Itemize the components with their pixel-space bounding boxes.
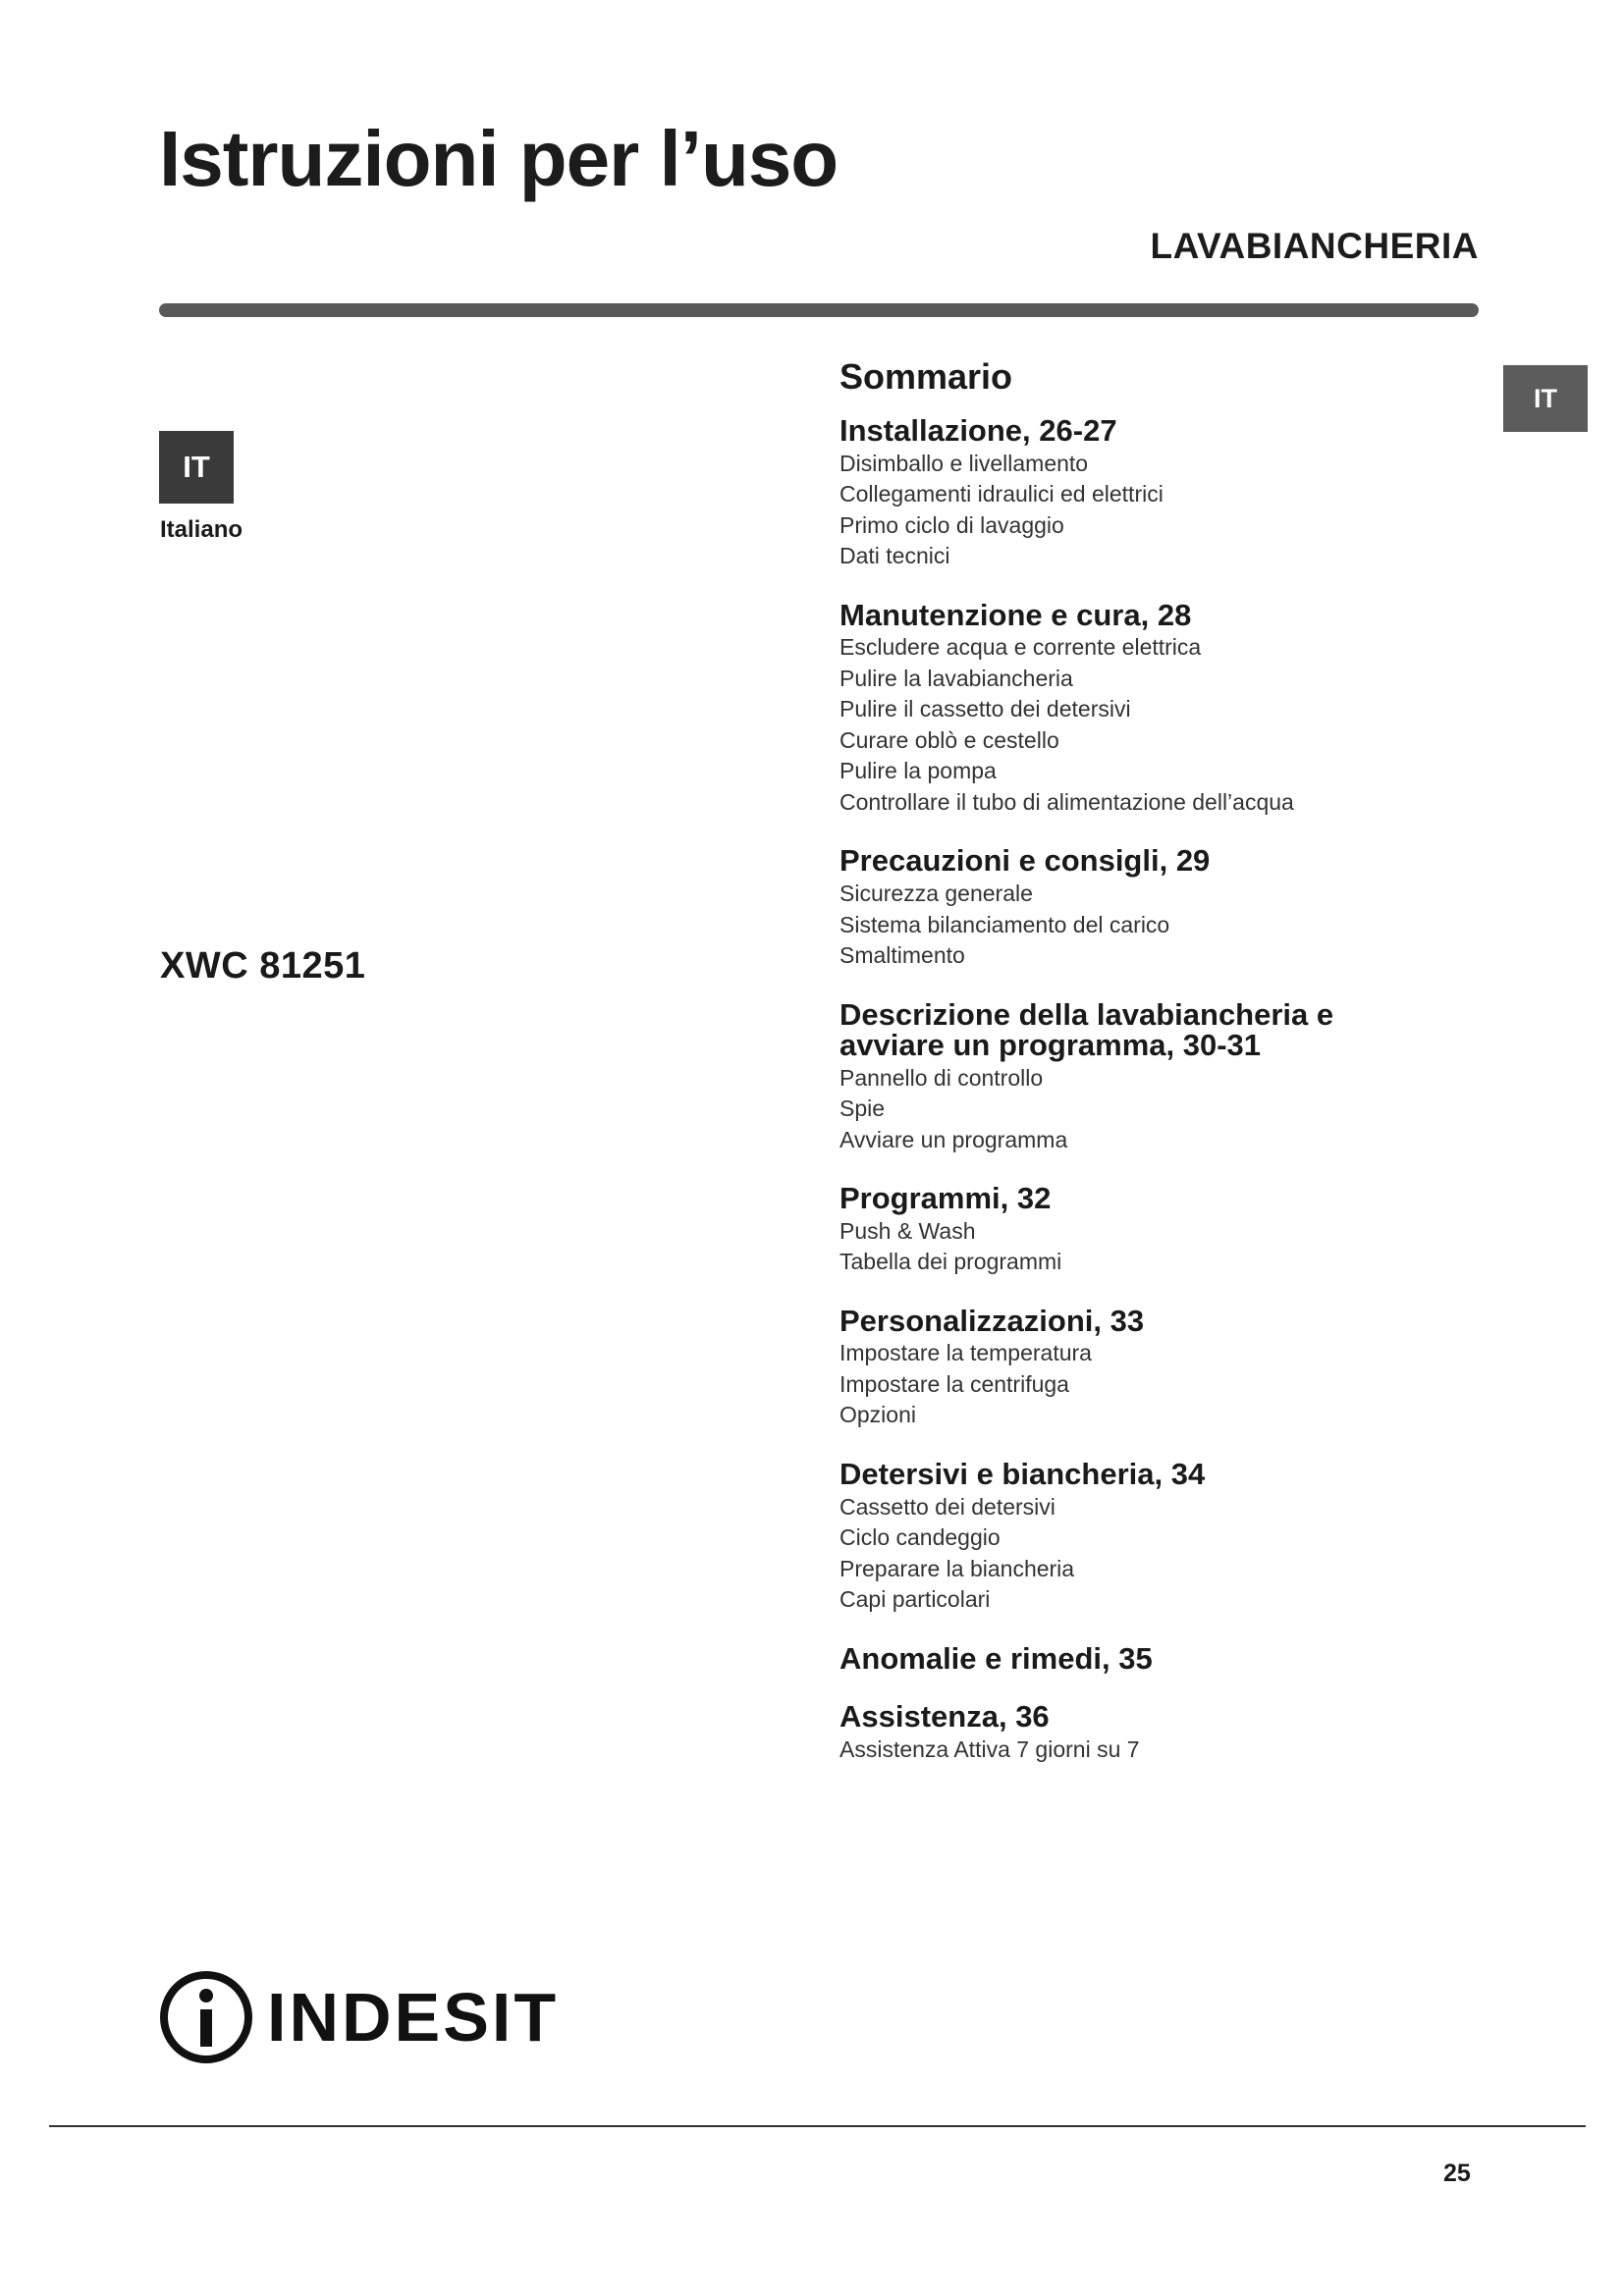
toc-section — [839, 1303, 1468, 1431]
toc-section-heading: Assistenza, 36 — [839, 1699, 1050, 1735]
toc-section — [839, 415, 1468, 572]
model-number: XWC 81251 — [160, 945, 366, 987]
toc-section-heading: Manutenzione e cura, 28 — [839, 597, 1192, 632]
toc-item: Collegamenti idraulici ed elettrici — [839, 481, 1164, 507]
toc-item: Capi particolari — [839, 1586, 991, 1613]
toc-section-items — [839, 1063, 1468, 1156]
toc-sections — [839, 415, 1468, 1765]
toc-title: Sommario — [839, 356, 1013, 397]
toc-item: Pulire la lavabiancheria — [839, 665, 1073, 691]
table-of-contents — [839, 355, 1468, 1792]
toc-section-heading: Detersivi e biancheria, 34 — [839, 1456, 1206, 1491]
footer-divider — [49, 2125, 1586, 2127]
toc-item: Assistenza Attiva 7 giorni su 7 — [839, 1735, 1140, 1762]
toc-item: Controllare il tubo di alimentazione dell’acqua — [839, 788, 1294, 815]
product-type-label: LAVABIANCHERIA — [1150, 226, 1479, 266]
toc-section — [839, 1640, 1468, 1676]
toc-section-heading: Installazione, 26-27 — [839, 413, 1117, 449]
language-name: Italiano — [160, 516, 244, 543]
brand-name: INDESIT — [267, 1979, 560, 2056]
page-number: 25 — [1443, 2160, 1471, 2187]
toc-section-heading: Anomalie e rimedi, 35 — [839, 1640, 1153, 1676]
toc-item: Push & Wash — [839, 1217, 976, 1244]
toc-section — [839, 996, 1468, 1156]
toc-section-items — [839, 879, 1468, 972]
brand-logo — [157, 1968, 559, 2066]
toc-item: Smaltimento — [839, 942, 965, 969]
toc-item: Impostare la temperatura — [839, 1340, 1092, 1366]
toc-item: Cassetto dei detersivi — [839, 1493, 1056, 1520]
toc-item: Avviare un programma — [839, 1126, 1068, 1152]
toc-section-heading: Personalizzazioni, 33 — [839, 1303, 1145, 1338]
toc-section-items — [839, 632, 1468, 818]
toc-item: Sicurezza generale — [839, 881, 1033, 907]
toc-section-heading: Descrizione della lavabiancheria e avviare un programma, 30-31 — [839, 996, 1334, 1063]
toc-item: Curare oblò e cestello — [839, 726, 1059, 753]
page-title: Istruzioni per l’uso — [159, 115, 839, 202]
toc-item: Dati tecnici — [839, 543, 950, 569]
brand-logo-icon — [157, 1968, 255, 2066]
toc-item: Primo ciclo di lavaggio — [839, 511, 1064, 538]
toc-item: Preparare la biancheria — [839, 1555, 1075, 1581]
toc-item: Ciclo candeggio — [839, 1524, 1001, 1551]
toc-section-items — [839, 449, 1468, 572]
toc-section-items — [839, 1338, 1468, 1431]
toc-item: Pulire la pompa — [839, 758, 997, 784]
toc-section-items — [839, 1216, 1468, 1278]
header-divider — [159, 303, 1479, 317]
toc-section-heading: Programmi, 32 — [839, 1181, 1052, 1216]
toc-item: Disimballo e livellamento — [839, 450, 1089, 476]
toc-item: Tabella dei programmi — [839, 1249, 1062, 1275]
toc-section-items — [839, 1492, 1468, 1616]
toc-item: Spie — [839, 1095, 886, 1122]
language-side-tab: IT — [1503, 365, 1588, 432]
toc-item: Pannello di controllo — [839, 1064, 1044, 1091]
toc-section — [839, 1456, 1468, 1616]
toc-section-items — [839, 1735, 1468, 1766]
toc-section — [839, 1701, 1468, 1765]
toc-section-heading: Precauzioni e consigli, 29 — [839, 843, 1211, 879]
toc-item: Impostare la centrifuga — [839, 1370, 1069, 1397]
toc-item: Escludere acqua e corrente elettrica — [839, 634, 1202, 661]
toc-item: Opzioni — [839, 1402, 916, 1428]
toc-section — [839, 597, 1468, 819]
toc-section — [839, 1183, 1468, 1278]
toc-section — [839, 845, 1468, 971]
toc-item: Pulire il cassetto dei detersivi — [839, 696, 1131, 722]
language-code-badge: IT — [159, 431, 234, 504]
toc-item: Sistema bilanciamento del carico — [839, 911, 1170, 937]
